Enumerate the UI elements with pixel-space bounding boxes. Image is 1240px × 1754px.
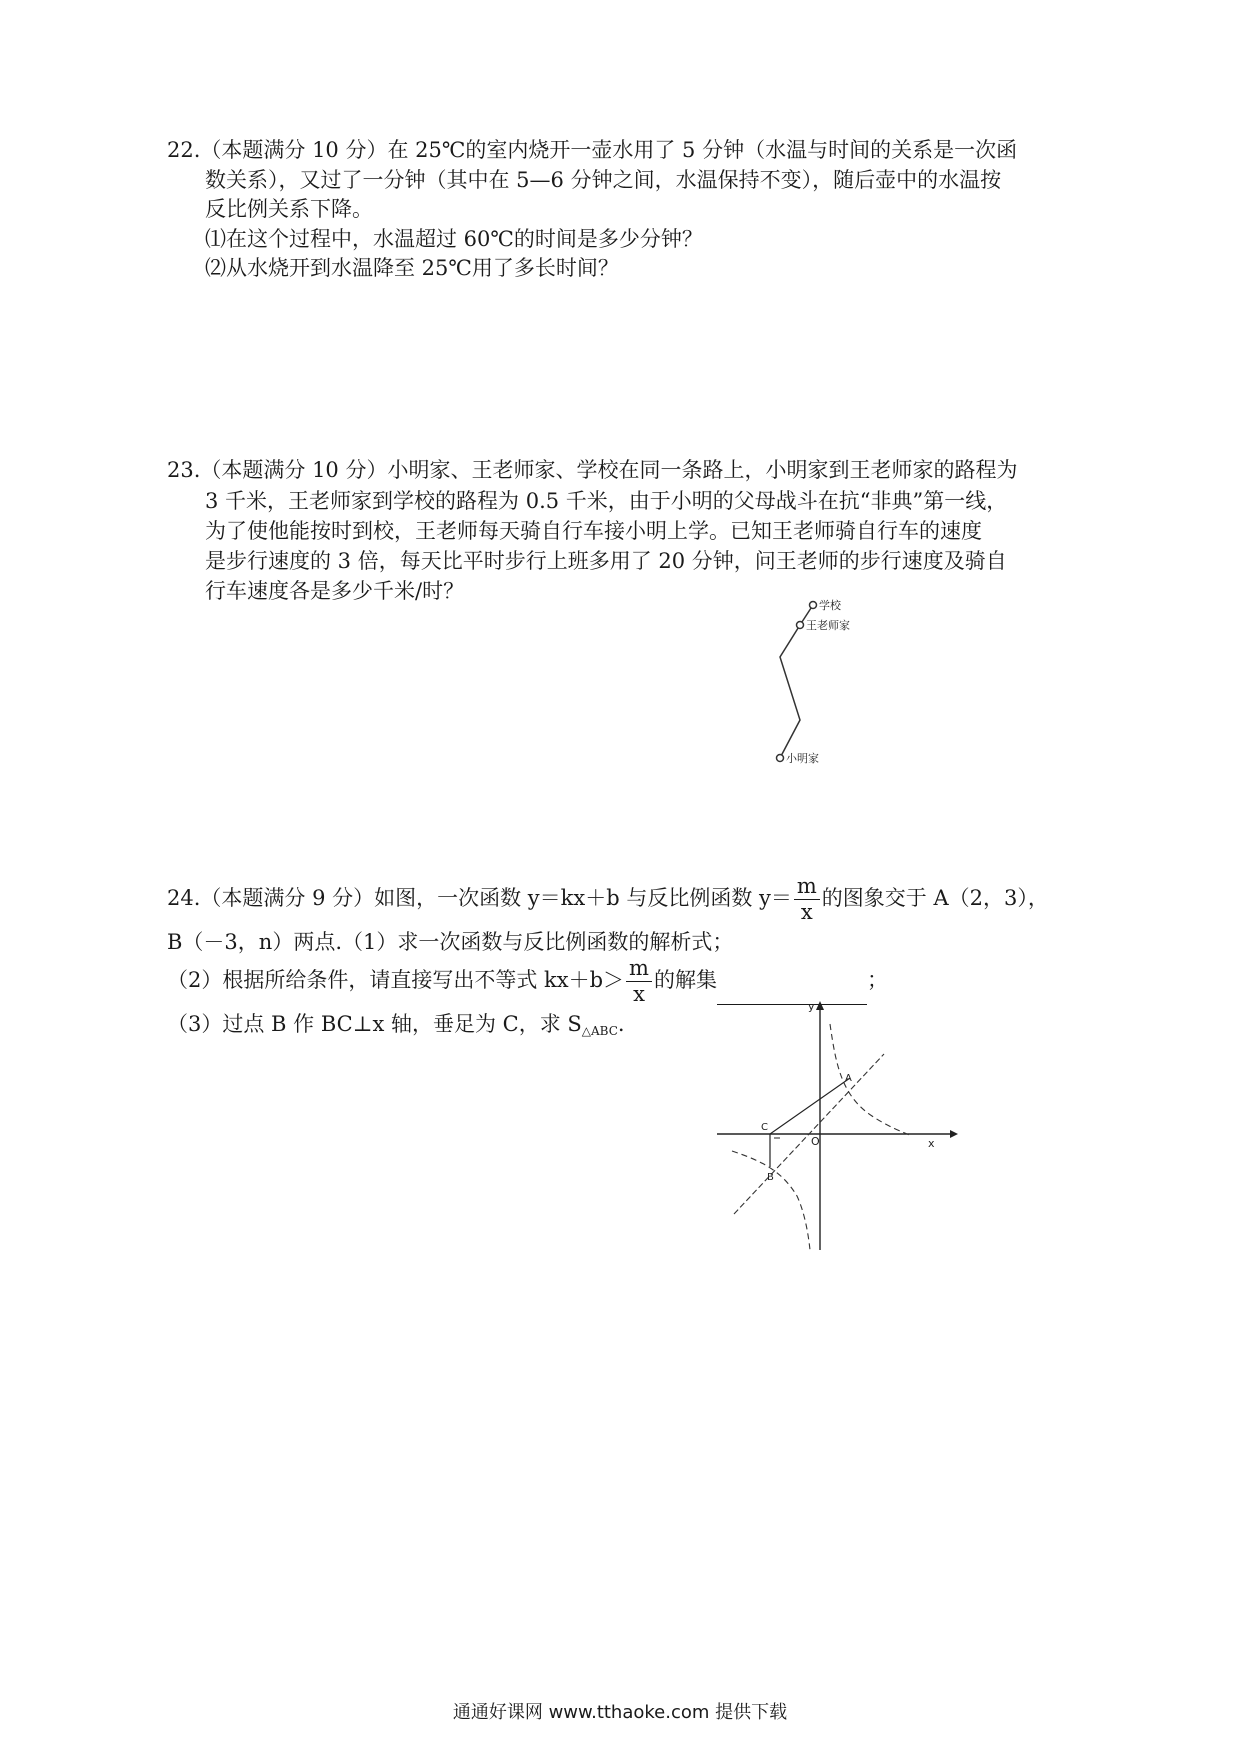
q24-line-1-text: 24.（本题满分 9 分）如图，一次函数 y＝kx＋b 与反比例函数 y＝ [167, 886, 792, 910]
teacher-home-marker [797, 622, 804, 629]
fraction-m-over-x-2 [626, 958, 652, 1005]
q24-line-2: B（－3，n）两点.（1）求一次函数与反比例函数的解析式； [167, 930, 734, 954]
q24-line-3-semicolon: ； [866, 968, 888, 992]
footer-download-notice: 通通好课网 www.tthaoke.com 提供下载 [452, 1702, 788, 1723]
fraction-denominator: x [800, 900, 813, 924]
q22-subquestion-2: ⑵从水烧开到水温降至 25℃用了多长时间？ [205, 256, 619, 280]
q23-line-3: 为了使他能按时到校，王老师每天骑自行车接小明上学。已知王老师骑自行车的速度 [205, 519, 982, 543]
q23-line-1: 23.（本题满分 10 分）小明家、王老师家、学校在同一条路上，小明家到王老师家的路程为 [167, 458, 1018, 482]
q24-line-3-text-end: 的解集 [653, 968, 717, 992]
hyperbola-branch-upper [830, 1024, 912, 1136]
q24-line-3-text: （2）根据所给条件，请直接写出不等式 kx＋b＞ [167, 968, 625, 992]
route-map-diagram [760, 590, 900, 780]
triangle-subscript: △ABC [581, 1024, 618, 1038]
q24-line-4 [167, 1010, 625, 1045]
origin-label: O [811, 1135, 820, 1148]
q23-line-5: 行车速度各是多少千米/时？ [205, 579, 465, 603]
ming-home-marker [777, 755, 784, 762]
q24-line-1 [167, 876, 1049, 923]
school-label: 学校 [819, 599, 841, 612]
q24-line-4-text: （3）过点 B 作 BC⊥x 轴，垂足为 C，求 S [167, 1012, 582, 1036]
fraction-denominator-2: x [633, 982, 645, 1006]
q22-subquestion-1: ⑴在这个过程中，水温超过 60℃的时间是多少分钟？ [205, 227, 703, 251]
y-axis-label: y [808, 1000, 815, 1013]
point-b-label: B [767, 1172, 774, 1183]
line-through-a [770, 1078, 850, 1134]
q22-line-3: 反比例关系下降。 [205, 197, 373, 221]
function-graph [712, 996, 962, 1256]
y-axis-arrow [816, 1001, 824, 1010]
q22-line-2: 数关系），又过了一分钟（其中在 5—6 分钟之间，水温保持不变），随后壶中的水温按 [205, 168, 1002, 192]
q22-line-1: 22.（本题满分 10 分）在 25℃的室内烧开一壶水用了 5 分钟（水温与时间的关系是一次函 [167, 138, 1018, 162]
ming-home-label: 小明家 [786, 752, 819, 765]
q23-line-2: 3 千米，王老师家到学校的路程为 0.5 千米，由于小明的父母战斗在抗“非典”第一线， [205, 489, 1008, 513]
hyperbola-branch-lower [732, 1151, 810, 1250]
point-c-label: C [761, 1122, 768, 1133]
point-a-label: A [845, 1073, 852, 1084]
x-axis-arrow [950, 1130, 958, 1138]
school-marker [810, 602, 817, 609]
q23-line-4: 是步行速度的 3 倍，每天比平时步行上班多用了 20 分钟，问王老师的步行速度及骑自 [205, 549, 1007, 573]
fraction-numerator: m [794, 876, 820, 900]
q24-line-4-end: . [617, 1012, 625, 1036]
fraction-numerator-2: m [626, 958, 652, 982]
teacher-home-label: 王老师家 [806, 619, 850, 632]
q24-line-1-text-end: 的图象交于 A（2，3）， [821, 886, 1049, 910]
fraction-m-over-x [794, 876, 820, 923]
x-axis-label: x [928, 1137, 935, 1150]
